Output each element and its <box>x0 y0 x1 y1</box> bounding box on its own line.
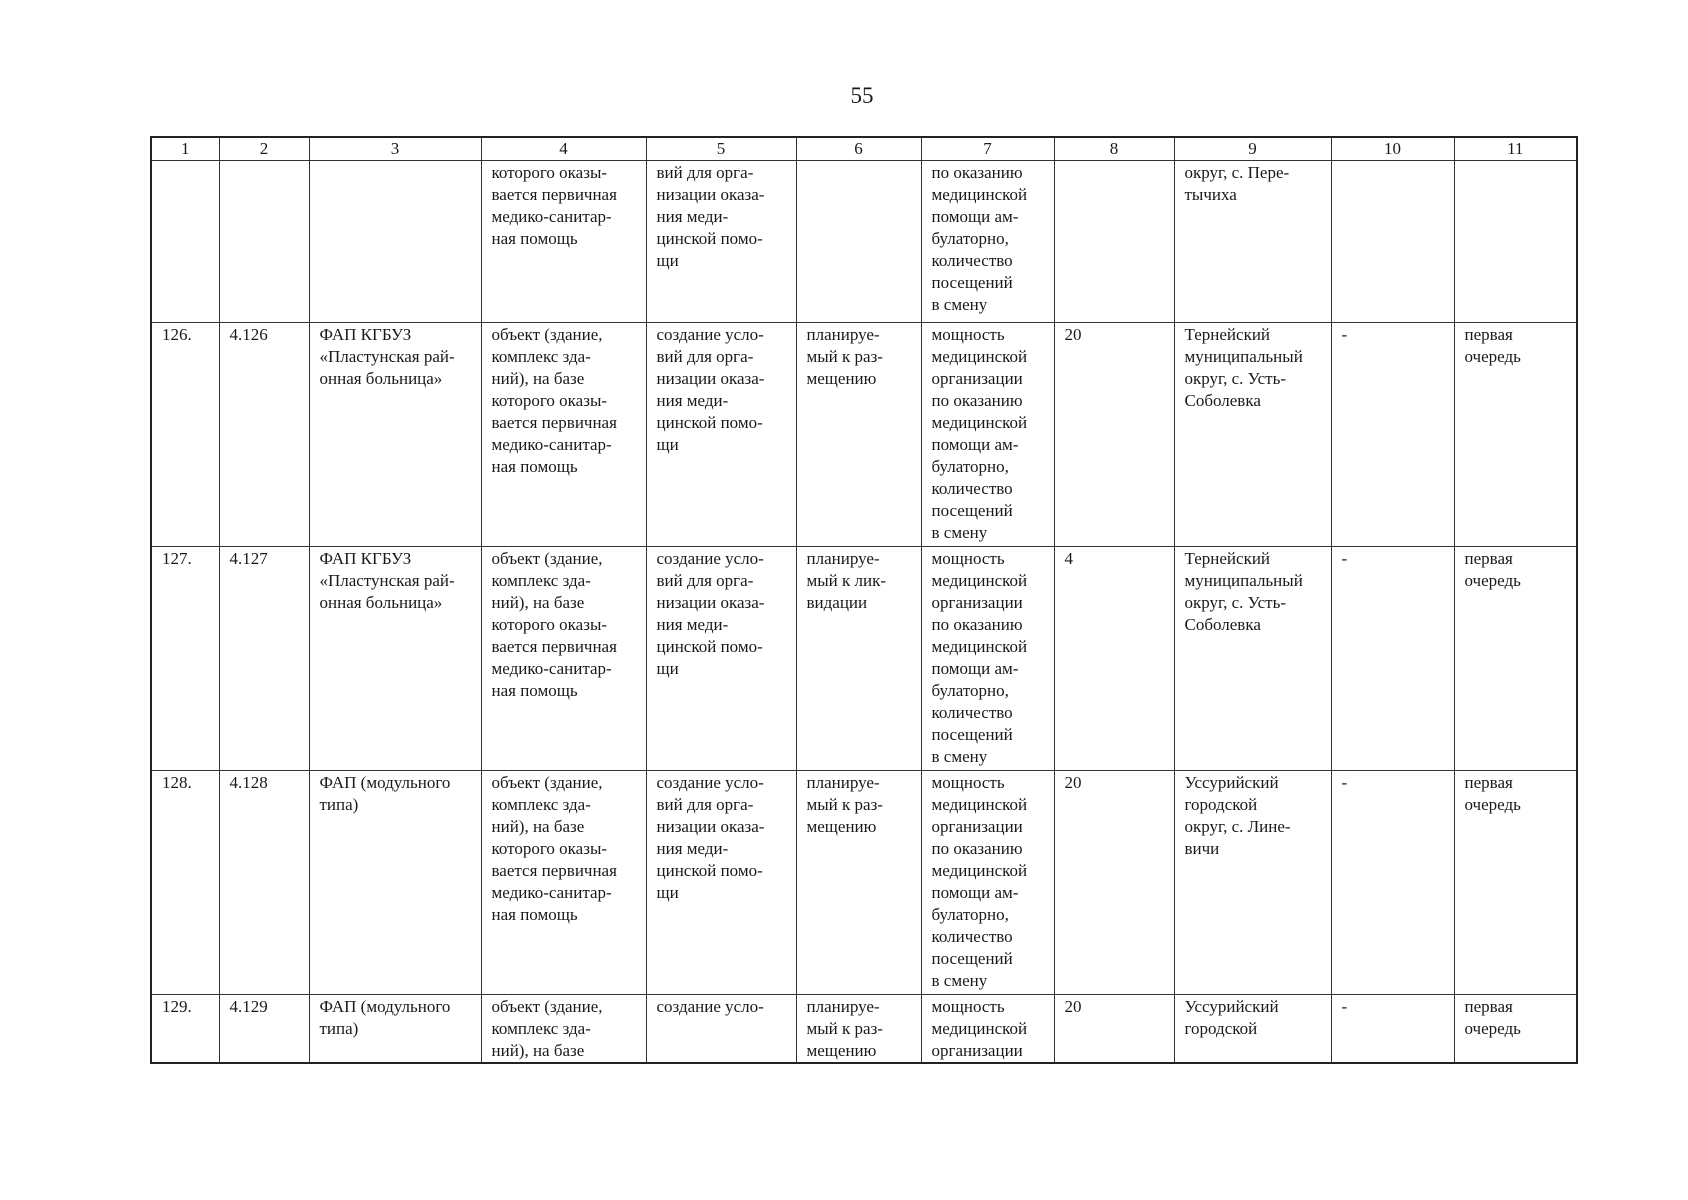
table-cell: - <box>1331 771 1454 995</box>
column-number-cell: 7 <box>921 137 1054 161</box>
column-number-cell: 1 <box>151 137 219 161</box>
table-cell <box>1454 161 1577 323</box>
column-number-cell: 8 <box>1054 137 1174 161</box>
table-cell: 128. <box>151 771 219 995</box>
table-cell: объект (здание, комплекс зда- ний), на базе которого оказы- вается первичная медико-санитар- ная помощь <box>481 547 646 771</box>
column-number-cell: 5 <box>646 137 796 161</box>
table-cell <box>1054 161 1174 323</box>
table-cell: ФАП КГБУЗ «Пластунская рай- онная больница» <box>309 547 481 771</box>
column-number-cell: 2 <box>219 137 309 161</box>
table-cell <box>1331 161 1454 323</box>
table-cell: 127. <box>151 547 219 771</box>
table-cell: мощность медицинской организации <box>921 995 1054 1064</box>
table-cell: 4.127 <box>219 547 309 771</box>
table-cell: 20 <box>1054 995 1174 1064</box>
table-cell: 20 <box>1054 771 1174 995</box>
table-row <box>151 161 1577 323</box>
table-cell: мощность медицинской организации по оказанию медицинской помощи ам- булаторно, количество посещений в смену <box>921 771 1054 995</box>
table-cell: объект (здание, комплекс зда- ний), на базе которого оказы- вается первичная медико-санитар- ная помощь <box>481 323 646 547</box>
table-row <box>151 547 1577 771</box>
table-cell: Тернейский муниципальный округ, с. Усть- Соболевка <box>1174 323 1331 547</box>
table-cell: - <box>1331 323 1454 547</box>
table-cell: вий для орга- низации оказа- ния меди- цинской помо- щи <box>646 161 796 323</box>
table-cell: ФАП (модульного типа) <box>309 771 481 995</box>
table-cell <box>309 161 481 323</box>
table-cell: первая очередь <box>1454 771 1577 995</box>
table-row <box>151 771 1577 995</box>
table-row <box>151 323 1577 547</box>
table-cell: 4 <box>1054 547 1174 771</box>
table-cell: округ, с. Пере- тычиха <box>1174 161 1331 323</box>
table-cell: объект (здание, комплекс зда- ний), на базе которого оказы- вается первичная медико-санитар- ная помощь <box>481 771 646 995</box>
column-number-cell: 6 <box>796 137 921 161</box>
column-number-row <box>151 137 1577 161</box>
table-cell: 4.126 <box>219 323 309 547</box>
table-cell: мощность медицинской организации по оказанию медицинской помощи ам- булаторно, количество посещений в смену <box>921 547 1054 771</box>
table-cell: объект (здание, комплекс зда- ний), на базе <box>481 995 646 1064</box>
table-cell: первая очередь <box>1454 547 1577 771</box>
table-cell: 129. <box>151 995 219 1064</box>
table-cell: первая очередь <box>1454 323 1577 547</box>
table-cell: планируе- мый к раз- мещению <box>796 995 921 1064</box>
table-cell: - <box>1331 547 1454 771</box>
page-number: 55 <box>850 83 874 108</box>
column-number-cell: 3 <box>309 137 481 161</box>
table-cell: мощность медицинской организации по оказанию медицинской помощи ам- булаторно, количество посещений в смену <box>921 323 1054 547</box>
table-cell: 126. <box>151 323 219 547</box>
table-cell <box>219 161 309 323</box>
table-row <box>151 995 1577 1064</box>
table-cell: 4.129 <box>219 995 309 1064</box>
table-cell: создание усло- вий для орга- низации оказа- ния меди- цинской помо- щи <box>646 323 796 547</box>
table-cell: создание усло- вий для орга- низации оказа- ния меди- цинской помо- щи <box>646 771 796 995</box>
table-cell: 20 <box>1054 323 1174 547</box>
column-number-cell: 9 <box>1174 137 1331 161</box>
table-cell <box>796 161 921 323</box>
table-cell: Уссурийский городской <box>1174 995 1331 1064</box>
column-number-cell: 10 <box>1331 137 1454 161</box>
table-cell: 4.128 <box>219 771 309 995</box>
table-cell: планируе- мый к лик- видации <box>796 547 921 771</box>
table-body <box>151 137 1577 1063</box>
table-cell <box>151 161 219 323</box>
table-cell: - <box>1331 995 1454 1064</box>
table-cell: которого оказы- вается первичная медико-санитар- ная помощь <box>481 161 646 323</box>
table-cell: ФАП (модульного типа) <box>309 995 481 1064</box>
table-cell: планируе- мый к раз- мещению <box>796 323 921 547</box>
column-number-cell: 4 <box>481 137 646 161</box>
table-cell: планируе- мый к раз- мещению <box>796 771 921 995</box>
table-cell: первая очередь <box>1454 995 1577 1064</box>
column-number-cell: 11 <box>1454 137 1577 161</box>
table-cell: создание усло- <box>646 995 796 1064</box>
document-table <box>150 136 1578 1064</box>
table-cell: Уссурийский городской округ, с. Лине- вичи <box>1174 771 1331 995</box>
table-cell: по оказанию медицинской помощи ам- булаторно, количество посещений в смену <box>921 161 1054 323</box>
table-cell: ФАП КГБУЗ «Пластунская рай- онная больница» <box>309 323 481 547</box>
table-cell: Тернейский муниципальный округ, с. Усть- Соболевка <box>1174 547 1331 771</box>
table-cell: создание усло- вий для орга- низации оказа- ния меди- цинской помо- щи <box>646 547 796 771</box>
